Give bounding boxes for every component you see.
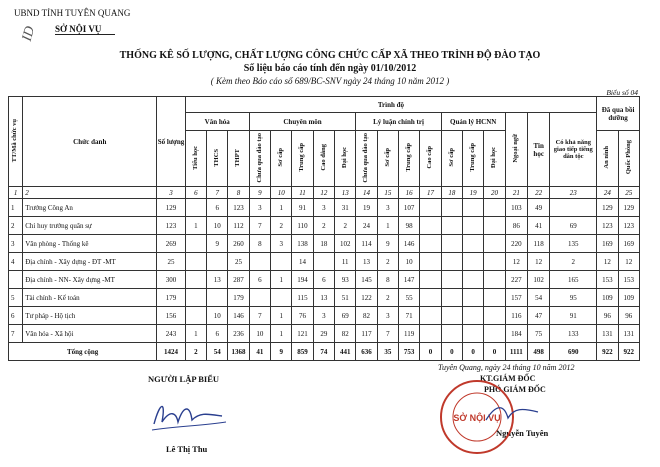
total-row [9,343,640,361]
row-value: 96 [618,307,639,325]
row-value: 10 [207,217,228,235]
total-value: 1368 [228,343,249,361]
col-head: Cao cấp [420,131,441,187]
row-value: 169 [618,235,639,253]
row-title: Trưởng Công An [23,199,157,217]
row-number: 4 [9,253,23,271]
row-value: 103 [505,199,527,217]
doc-subtitle: Số liệu báo cáo tính đến ngày 01/10/2012 [243,63,417,74]
row-value: 109 [597,289,618,307]
data-rows [9,199,640,361]
total-value: 0 [441,343,462,361]
row-value: 2 [313,217,334,235]
total-value: 690 [550,343,597,361]
preparer-label: NGƯỜI LẬP BIỂU [148,374,220,384]
row-value: 129 [157,199,185,217]
row-value: 49 [528,199,550,217]
total-value: 753 [399,343,420,361]
row-value: 95 [550,289,597,307]
total-value: 636 [356,343,377,361]
row-value: 133 [550,325,597,343]
row-value: 138 [292,235,313,253]
row-value [484,235,505,253]
row-value: 153 [597,271,618,289]
row-value [420,199,441,217]
header-mgmt: Quản lý HCNN [441,113,505,131]
row-value: 107 [399,199,420,217]
row-value: 91 [550,307,597,325]
column-number-cell: 23 [550,187,597,199]
column-number-cell: 7 [207,187,228,199]
col-head: THPT [228,131,249,187]
col-head: Trung cấp [463,131,484,187]
row-value [185,253,206,271]
row-value [484,289,505,307]
row-value: 227 [505,271,527,289]
row-value: 287 [228,271,249,289]
row-value: 123 [618,217,639,235]
dept-underline [55,34,115,35]
header-culture: Văn hóa [185,113,249,131]
total-value: 2 [185,343,206,361]
table-row [9,217,640,235]
table-row [9,199,640,217]
header-level: Trình độ [185,97,596,113]
row-value [463,199,484,217]
row-value: 131 [597,325,618,343]
row-value [271,289,292,307]
row-value: 169 [597,235,618,253]
total-value: 1424 [157,343,185,361]
row-value [207,289,228,307]
col-head: Tiểu học [185,131,206,187]
row-number: 5 [9,289,23,307]
column-number-cell: 2 [23,187,157,199]
row-value: 18 [313,235,334,253]
column-number-cell: 25 [618,187,639,199]
row-value: 1 [377,217,398,235]
row-value [249,253,270,271]
row-value: 9 [377,235,398,253]
col-head: Cao đẳng [313,131,334,187]
total-value: 74 [313,343,334,361]
row-value: 123 [228,199,249,217]
row-value: 102 [528,271,550,289]
row-value: 6 [207,199,228,217]
col-head: Sơ cấp [271,131,292,187]
row-value [420,217,441,235]
row-value [484,307,505,325]
row-value: 47 [528,307,550,325]
form-number: Biểu số 04 [606,88,638,97]
row-value: 54 [528,289,550,307]
doc-note: ( Kèm theo Báo cáo số 689/BC-SNV ngày 24 tháng 10 năm 2012 ) [210,76,450,86]
row-number [9,271,23,289]
row-value: 69 [550,217,597,235]
row-value: 9 [207,235,228,253]
org-name: UBND TỈNH TUYÊN QUANG [14,8,131,18]
column-number-cell: 1 [9,187,23,199]
row-value: 3 [249,199,270,217]
row-value: 1 [271,199,292,217]
row-value: 91 [292,199,313,217]
row-value [441,253,462,271]
row-value: 82 [356,307,377,325]
table-row [9,235,640,253]
column-number-cell: 21 [505,187,527,199]
header-ethnic-lang: Có khả năng giao tiếp tiếng dân tộc [550,113,597,187]
row-value: 117 [356,325,377,343]
col-head: Chưa qua đào tạo [249,131,270,187]
row-value [463,253,484,271]
row-value: 145 [356,271,377,289]
row-value: 1 [185,217,206,235]
row-value: 13 [313,289,334,307]
row-value: 8 [377,271,398,289]
sign-date: Tuyên Quang, ngày 24 tháng 10 năm 2012 [438,363,575,372]
row-value [463,289,484,307]
row-value: 2 [377,253,398,271]
row-value [441,307,462,325]
total-value: 0 [420,343,441,361]
row-value: 2 [550,253,597,271]
row-value: 194 [292,271,313,289]
header-count: Số lượng [157,97,185,187]
row-value: 1 [185,325,206,343]
column-number-cell: 15 [377,187,398,199]
col-head: Quốc Phòng [618,131,639,187]
row-value [185,235,206,253]
row-value: 25 [228,253,249,271]
row-value: 119 [399,325,420,343]
row-value: 86 [505,217,527,235]
doc-title: THỐNG KÊ SỐ LƯỢNG, CHẤT LƯỢNG CÔNG CHỨC CẤP XÃ THEO TRÌNH ĐỘ ĐÀO TẠO [119,50,541,61]
row-value [484,217,505,235]
row-value: 25 [157,253,185,271]
row-number: 1 [9,199,23,217]
row-value: 146 [228,307,249,325]
row-value: 8 [249,235,270,253]
row-number: 2 [9,217,23,235]
row-value: 76 [292,307,313,325]
row-value: 3 [313,199,334,217]
total-value: 922 [618,343,639,361]
row-value: 12 [528,253,550,271]
row-value: 10 [249,325,270,343]
row-value: 75 [528,325,550,343]
row-value: 269 [157,235,185,253]
total-value: 41 [249,343,270,361]
row-value: 24 [356,217,377,235]
column-number-cell: 12 [313,187,334,199]
row-value: 122 [356,289,377,307]
row-value [441,325,462,343]
column-number-cell: 6 [185,187,206,199]
row-value [441,199,462,217]
row-title: Chỉ huy trưởng quân sự [23,217,157,235]
row-value [463,325,484,343]
row-value: 165 [550,271,597,289]
row-value: 98 [399,217,420,235]
col-head: Đại học [484,131,505,187]
col-head: Sơ cấp [377,131,398,187]
table-row [9,271,640,289]
column-number-cell: 11 [292,187,313,199]
column-number-cell: 3 [157,187,185,199]
row-value: 2 [335,217,356,235]
row-value [550,199,597,217]
total-value: 35 [377,343,398,361]
row-value: 7 [249,307,270,325]
row-value: 31 [335,199,356,217]
row-value: 2 [271,217,292,235]
row-value: 12 [618,253,639,271]
column-number-cell: 19 [463,187,484,199]
row-value: 157 [505,289,527,307]
total-label: Tổng cộng [9,343,157,361]
row-value [249,289,270,307]
row-value: 2 [377,289,398,307]
row-value: 115 [292,289,313,307]
header-it: Tin học [528,113,550,187]
row-value [420,271,441,289]
row-value: 12 [597,253,618,271]
row-value: 51 [335,289,356,307]
column-number-cell: 17 [420,187,441,199]
row-value [185,271,206,289]
row-value: 19 [356,199,377,217]
row-value: 3 [377,307,398,325]
row-value [420,289,441,307]
row-value: 156 [157,307,185,325]
row-value [441,235,462,253]
row-value [463,235,484,253]
total-value: 0 [463,343,484,361]
row-value: 146 [399,235,420,253]
header-tt: TT/Mã chức vụ [9,97,23,187]
row-value [185,289,206,307]
row-value [420,325,441,343]
row-value: 147 [399,271,420,289]
column-number-cell: 22 [528,187,550,199]
row-value: 131 [618,325,639,343]
row-value: 41 [528,217,550,235]
signer-title: PHÓ GIÁM ĐỐC [484,385,546,394]
total-value: 441 [335,343,356,361]
row-value: 6 [249,271,270,289]
handwritten-mark: ID [19,24,39,43]
row-value: 10 [399,253,420,271]
row-value: 243 [157,325,185,343]
row-number: 7 [9,325,23,343]
row-value: 12 [505,253,527,271]
row-value: 102 [335,235,356,253]
row-value: 135 [550,235,597,253]
row-value: 7 [249,217,270,235]
row-value: 300 [157,271,185,289]
header-pol: Lý luận chính trị [356,113,441,131]
stats-table [8,96,640,361]
column-number-cell: 14 [356,187,377,199]
column-number-cell: 8 [228,187,249,199]
row-title: Tài chính - Kế toán [23,289,157,307]
row-value: 109 [618,289,639,307]
header-trained: Đã qua bồi dưỡng [597,97,640,131]
row-value [271,253,292,271]
row-value: 6 [313,271,334,289]
row-value: 129 [618,199,639,217]
row-value: 69 [335,307,356,325]
row-value [185,199,206,217]
col-head: Sơ cấp [441,131,462,187]
row-value: 121 [292,325,313,343]
total-value: 498 [528,343,550,361]
dept-name: SỞ NỘI VỤ [55,24,102,34]
row-value: 123 [597,217,618,235]
row-value: 110 [292,217,313,235]
row-value [441,289,462,307]
row-title: Địa chính - Xây dựng - ĐT -MT [23,253,157,271]
row-value: 260 [228,235,249,253]
col-head: Trung cấp [292,131,313,187]
row-value [420,235,441,253]
row-value [463,307,484,325]
table-row [9,289,640,307]
total-value: 859 [292,343,313,361]
row-title: Tư pháp - Hộ tịch [23,307,157,325]
total-value: 54 [207,343,228,361]
row-value: 114 [356,235,377,253]
row-value: 1 [271,307,292,325]
row-value [484,325,505,343]
header-prof: Chuyên môn [249,113,356,131]
row-value [463,271,484,289]
preparer-signature [148,392,228,437]
table-row [9,325,640,343]
row-value [185,307,206,325]
total-value: 922 [597,343,618,361]
row-value [484,271,505,289]
row-title: Văn phòng - Thống kê [23,235,157,253]
row-value [207,253,228,271]
total-value: 9 [271,343,292,361]
column-number-cell: 18 [441,187,462,199]
preparer-name: Lê Thị Thu [166,444,208,454]
row-value: 96 [597,307,618,325]
row-value: 3 [271,235,292,253]
col-head: THCS [207,131,228,187]
col-head: Chưa qua đào tạo [356,131,377,187]
row-value: 10 [207,307,228,325]
table-row [9,253,640,271]
row-value: 13 [207,271,228,289]
row-value: 93 [335,271,356,289]
row-value: 179 [228,289,249,307]
row-value: 13 [356,253,377,271]
row-value [484,253,505,271]
row-value [420,253,441,271]
row-value: 184 [505,325,527,343]
row-number: 6 [9,307,23,325]
header-title: Chức danh [23,97,157,187]
row-value: 153 [618,271,639,289]
row-value: 11 [335,253,356,271]
row-value: 179 [157,289,185,307]
row-value: 55 [399,289,420,307]
row-value: 3 [377,199,398,217]
column-number-cell: 10 [271,187,292,199]
signer-name: Nguyễn Tuyên [496,428,549,438]
row-value [463,217,484,235]
table-row [9,307,640,325]
row-value: 236 [228,325,249,343]
row-value: 220 [505,235,527,253]
row-number: 3 [9,235,23,253]
row-value: 116 [505,307,527,325]
row-value: 1 [271,271,292,289]
row-value [484,199,505,217]
column-number-cell: 16 [399,187,420,199]
row-value: 123 [157,217,185,235]
row-value: 6 [207,325,228,343]
row-value [420,307,441,325]
row-value: 112 [228,217,249,235]
col-head: Đại học [335,131,356,187]
row-value: 14 [292,253,313,271]
director-signature [482,398,542,428]
signer-kt: KT.GIÁM ĐỐC [480,374,536,383]
svg-text:SỞ NỘI VỤ: SỞ NỘI VỤ [453,413,501,423]
total-value: 0 [484,343,505,361]
column-number-cell: 24 [597,187,618,199]
row-value: 7 [377,325,398,343]
row-value [441,217,462,235]
col-head: An ninh [597,131,618,187]
column-number-cell: 9 [249,187,270,199]
row-value [441,271,462,289]
column-number-cell: 20 [484,187,505,199]
row-title: Văn hóa - Xã hội [23,325,157,343]
row-value: 3 [313,307,334,325]
row-value: 129 [597,199,618,217]
column-number-row [9,187,640,199]
row-value: 71 [399,307,420,325]
column-number-cell: 13 [335,187,356,199]
col-head: Trung cấp [399,131,420,187]
row-value: 1 [271,325,292,343]
row-value: 29 [313,325,334,343]
header-foreign-lang: Ngoại ngữ [505,113,527,187]
row-value: 82 [335,325,356,343]
row-value: 118 [528,235,550,253]
row-value [313,253,334,271]
row-title: Địa chính - NN- Xây dựng -MT [23,271,157,289]
total-value: 1111 [505,343,527,361]
